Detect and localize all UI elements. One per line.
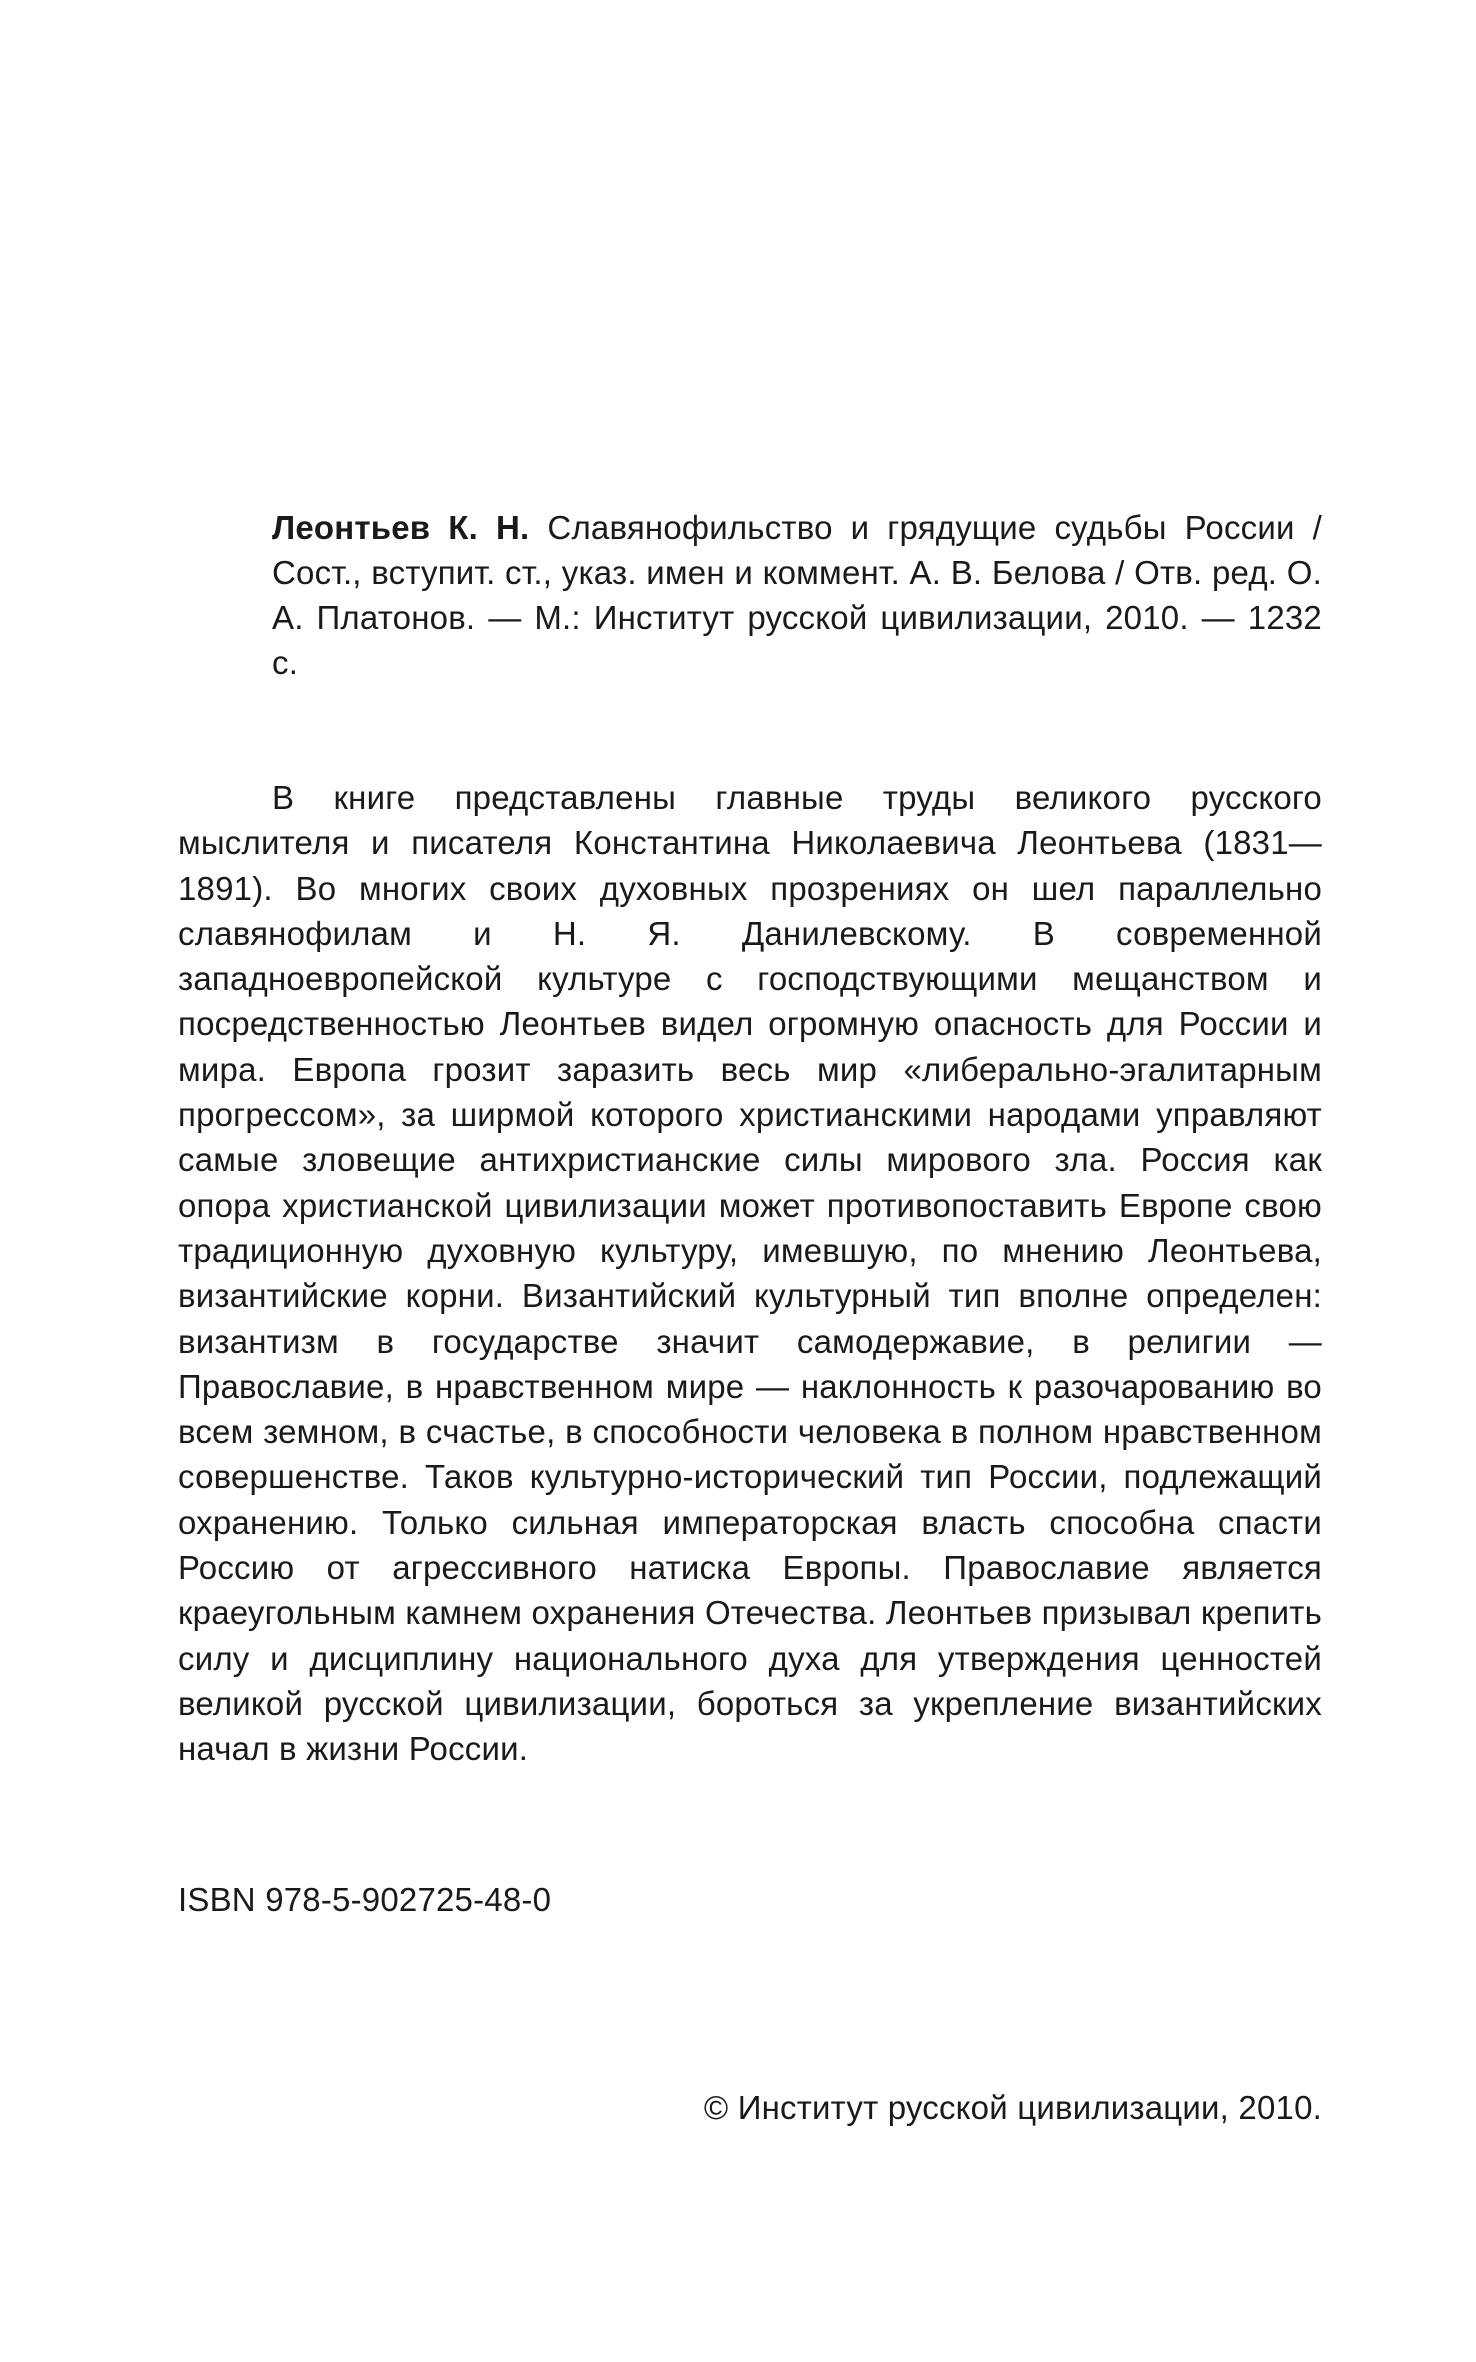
citation-author: Леонтьев К. Н. [272, 509, 530, 546]
bibliographic-citation [272, 505, 1322, 685]
copyright-notice: © Институт русской цивилизации, 2010. [703, 2089, 1322, 2126]
isbn-number: ISBN 978-5-902725-48-0 [178, 1881, 552, 1918]
book-abstract: В книге представлены главные труды великого русского мыслителя и писателя Константина Николаевича Леонтьева (1831—1891). Во многих своих духовных прозрениях он шел параллельно славянофилам и Н. Я. Данилевскому. В современной западноевропейской культуре с господствующими мещанством и посредственностью Леонтьев видел огромную опасность для России и мира. Европа грозит заразить весь мир «либерально-эгалитарным прогрессом», за ширмой которого христианскими народами управляют самые зловещие антихристианские силы мирового зла. Россия как опора христианской цивилизации может противопоставить Европе свою традиционную духовную культуру, имевшую, по мнению Леонтьева, византийские корни. Византийский культурный тип вполне определен: византизм в государстве значит самодержавие, в религии — Православие, в нравственном мире — наклонность к разочарованию во всем земном, в счастье, в способности человека в полном нравственном совершенстве. Таков культурно-исторический тип России, подлежащий охранению. Только сильная императорская власть способна спасти Россию от агрессивного натиска Европы. Православие является краеугольным камнем охранения Отечества. Леонтьев призывал крепить силу и дисциплину национального духа для утверждения ценностей великой русской цивилизации, бороться за укрепление византийских начал в жизни России. [178, 779, 1322, 1768]
citation-text: Славянофильство и грядущие судьбы России / Сост., вступит. ст., указ. имен и коммент. А. В. Белова / Отв. ред. О. А. Платонов. — М.: Институт русской цивилизации, 2010. — 1232 с. [272, 509, 1322, 681]
